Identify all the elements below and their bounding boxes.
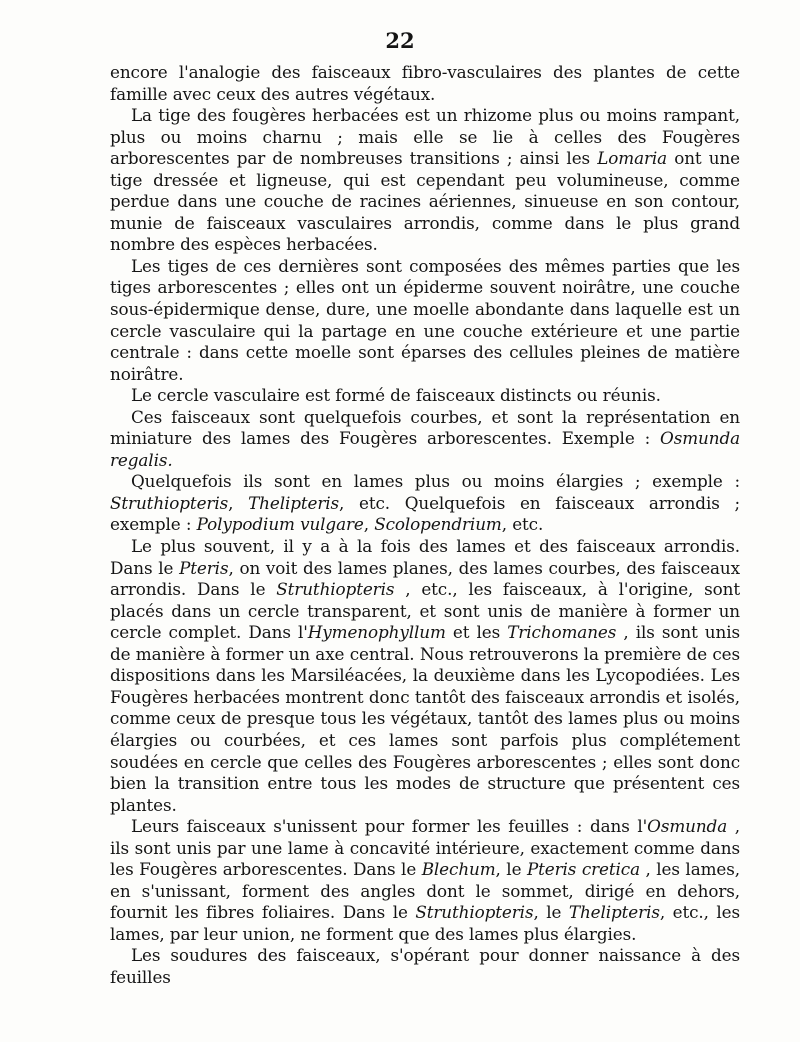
italic-term: Struthiopteris: [276, 579, 395, 600]
italic-term: Pteris cretica: [526, 859, 640, 880]
italic-term: Polypodium vulgare: [196, 514, 364, 535]
text-run: Leurs faisceaux s'unissent pour former les feuilles : dans l': [131, 816, 648, 837]
text-run: , etc. Quelquefois en faisceaux arrondis ; exemple :: [110, 492, 741, 535]
italic-term: Hymenophyllum: [307, 622, 446, 643]
text-run: , etc., les lames, par leur union, ne forment que des lames plus élargies.: [110, 902, 740, 944]
italic-term: Struthiopteris: [415, 902, 534, 923]
text-run: Le cercle vasculaire est formé de faisceaux distincts ou réunis.: [131, 385, 661, 406]
paragraph-7: [110, 816, 740, 945]
paragraph-5: [110, 471, 740, 536]
italic-term: Lomaria: [597, 148, 668, 169]
text-run: Quelquefois ils sont en lames plus ou moins élargies ; exemple :: [131, 471, 740, 492]
text-run: , ils sont unis par une lame à concavité intérieure, exactement comme dans les Fougères arborescentes. Dans le: [110, 816, 741, 880]
italic-term: Blechum: [421, 859, 496, 880]
text-run: , ils sont unis de manière à former un axe central. Nous retrouverons la première de ces dispositions dans les Marsiléacées, la deuxième dans les Lycopodiées. Les Fougères herbacées montrent donc tantôt des faisceaux arrondis et isolés, comme ceux de presque tous les végétaux, tantôt des lames plus ou moins élargies ou courbées, et ces lames sont parfois plus complétement soudées en cercle que celles des Fougères arborescentes ; elles sont donc bien la transition entre tous les modes de structure que présentent ces plantes.: [110, 622, 741, 815]
italic-term: Osmunda regalis.: [110, 428, 740, 470]
text-run: , les lames, en s'unissant, forment des angles dont le sommet, dirigé en dehors, fournit les fibres foliaires. Dans le: [110, 859, 740, 923]
italic-term: Thelipteris: [248, 492, 340, 513]
paragraph-3: [110, 385, 740, 407]
text-run: Les tiges de ces dernières sont composées des mêmes parties que les tiges arborescentes ; elles ont un épiderme souvent noirâtre, une couche sous-épidermique dense, dure, une moelle abondante dans laquelle est un cercle vasculaire qui la partage en une couche extérieure et une partie centrale : dans cette moelle sont éparses des cellules pleines de matière noirâtre.: [110, 255, 740, 384]
text-run: ,: [228, 492, 249, 513]
italic-term: Osmunda: [647, 816, 728, 837]
text-run: encore l'analogie des faisceaux fibro-vasculaires des plantes de cette famille avec ceux des autres végétaux.: [110, 62, 740, 104]
italic-term: Trichomanes: [507, 622, 617, 643]
text-run: Les soudures des faisceaux, s'opérant pour donner naissance à des feuilles: [110, 945, 740, 987]
paragraph-6: [110, 536, 740, 816]
paragraph-8: [110, 945, 740, 988]
body-text: [110, 62, 740, 989]
text-run: , le: [495, 859, 527, 880]
text-run: ont une tige dressée et ligneuse, qui est cependant peu volumineuse, comme perdue dans une couche de racines aériennes, sinueuse en son contour, munie de faisceaux vasculaires arrondis, comme dans le plus grand nombre des espèces herbacées.: [110, 148, 740, 255]
italic-term: Pteris: [179, 557, 229, 578]
text-run: Ces faisceaux sont quelquefois courbes, et sont la représentation en miniature des lames des Fougères arborescentes. Exemple :: [110, 406, 740, 449]
italic-term: Scolopendrium: [374, 514, 502, 535]
text-run: ,: [363, 514, 375, 535]
text-run: , le: [533, 902, 569, 923]
paragraph-1: [110, 105, 740, 256]
paragraph-0: [110, 62, 740, 105]
text-run: La tige des fougères herbacées est un rhizome plus ou moins rampant, plus ou moins charnu ; mais elle se lie à celles des Fougères arborescentes par de nombreuses transitions ; ainsi les: [110, 105, 740, 169]
italic-term: Thelipteris: [568, 902, 660, 923]
paragraph-4: [110, 407, 740, 472]
text-run: Le plus souvent, il y a à la fois des lames et des faisceaux arrondis. Dans le: [110, 536, 740, 578]
italic-term: Struthiopteris: [110, 492, 229, 513]
text-run: , on voit des lames planes, des lames courbes, des faisceaux arrondis. Dans le: [110, 557, 740, 600]
paragraph-2: [110, 256, 740, 385]
page-number: 22: [385, 28, 415, 53]
text-run: , etc.: [501, 514, 544, 535]
text-run: , etc., les faisceaux, à l'origine, sont placés dans un cercle transparent, et sont unis de manière à former un cercle complet. Dans l': [110, 579, 740, 643]
text-run: et les: [445, 622, 508, 643]
